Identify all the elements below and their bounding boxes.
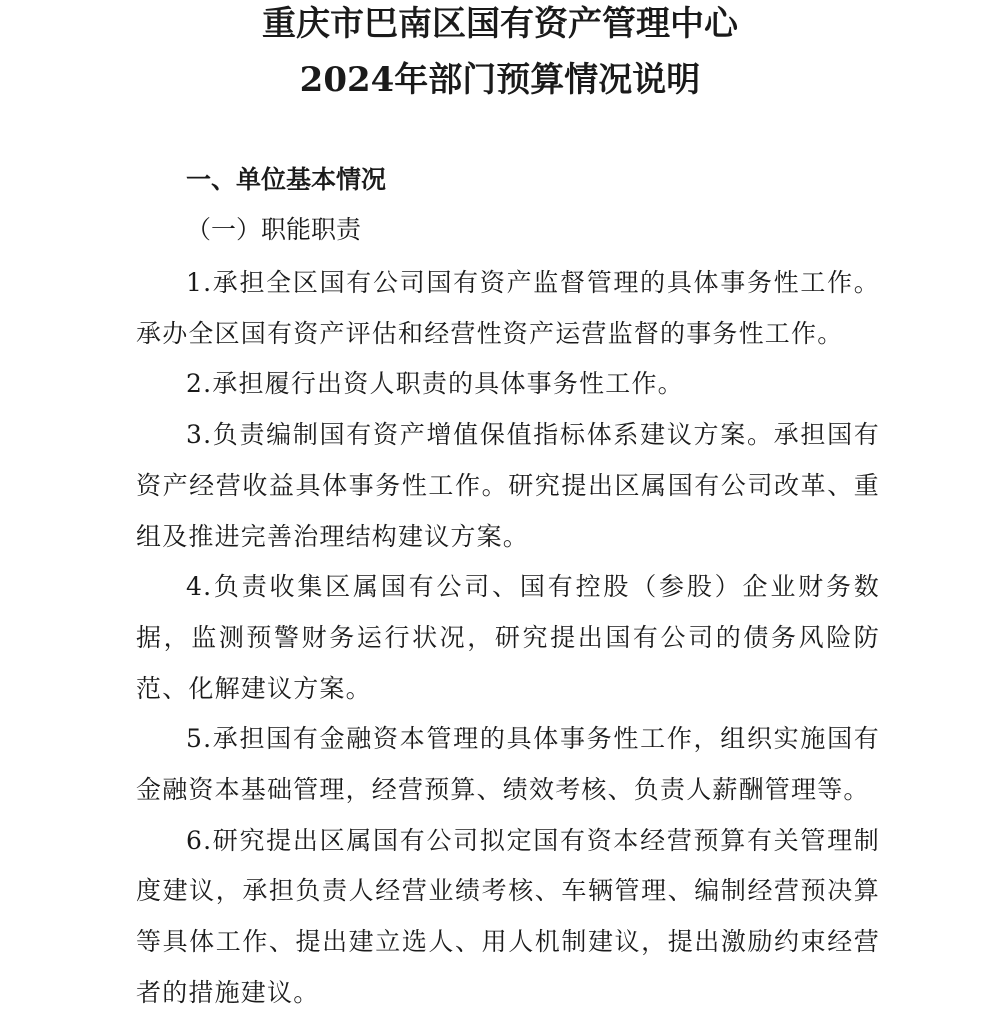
paragraph-3: 3.负责编制国有资产增值保值指标体系建议方案。承担国有资产经营收益具体事务性工作。研究提出区属国有公司改革、重组及推进完善治理结构建议方案。 bbox=[136, 420, 880, 551]
subsection-heading: （一）职能职责 bbox=[186, 215, 362, 244]
paragraph-5: 5.承担国有金融资本管理的具体事务性工作，组织实施国有金融资本基础管理，经营预算、绩效考核、负责人薪酬管理等。 bbox=[136, 724, 880, 805]
section-heading: 一、单位基本情况 bbox=[186, 165, 387, 194]
paragraph-6: 6.研究提出区属国有公司拟定国有资本经营预算有关管理制度建议，承担负责人经营业绩考核、车辆管理、编制经营预决算等具体工作、提出建立选人、用人机制建议，提出激励约束经营者的措施建议。 bbox=[136, 825, 880, 1007]
document-title-line-1: 重庆市巴南区国有资产管理中心 bbox=[262, 4, 738, 44]
paragraph-2: 2.承担履行出资人职责的具体事务性工作。 bbox=[186, 369, 684, 399]
document-body bbox=[136, 258, 880, 1019]
paragraph-1: 1.承担全区国有公司国有资产监督管理的具体事务性工作。承办全区国有资产评估和经营性资产运营监督的事务性工作。 bbox=[136, 268, 880, 348]
document-title-line-2: 2024年部门预算情况说明 bbox=[299, 60, 701, 100]
paragraph-4: 4.负责收集区属国有公司、国有控股（参股）企业财务数据，监测预警财务运行状况，研究提出国有公司的债务风险防范、化解建议方案。 bbox=[136, 572, 880, 703]
